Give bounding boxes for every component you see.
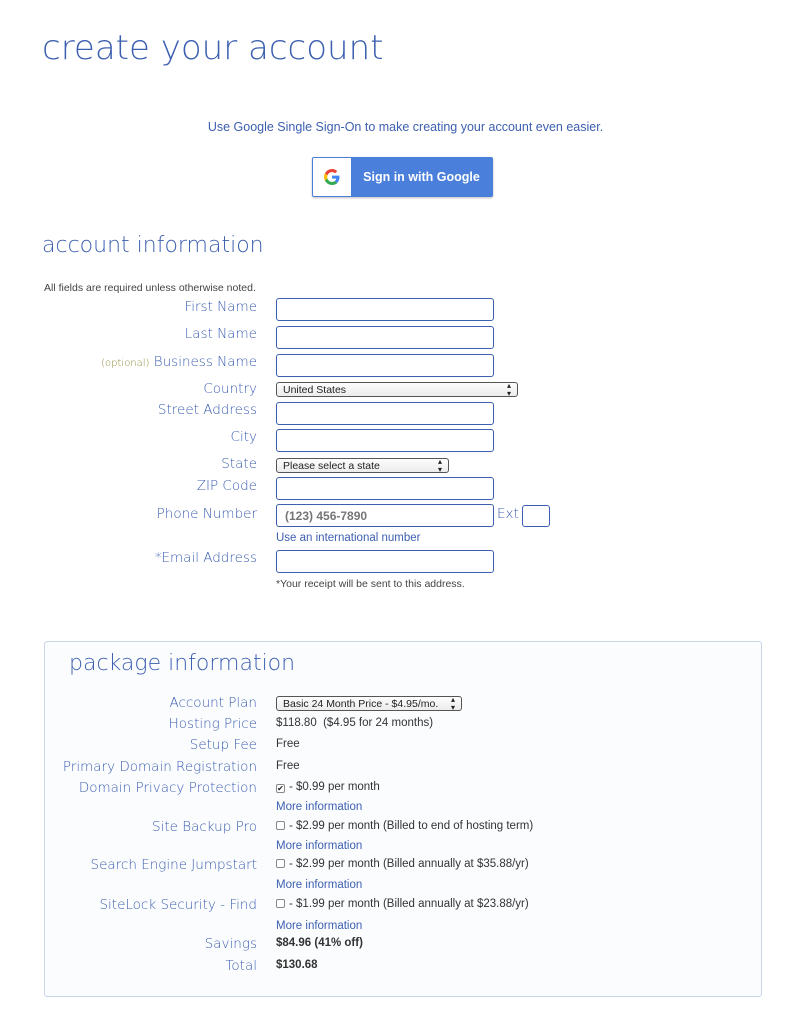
- search-engine-value: - $2.99 per month (Billed annually at $35.88/yr): [289, 858, 529, 870]
- site-backup-value: - $2.99 per month (Billed to end of hosting term): [289, 820, 534, 832]
- sitelock-label: SiteLock Security - Find: [99, 897, 257, 913]
- google-g-icon: [313, 158, 351, 196]
- checkmark-icon: ✔: [277, 784, 284, 793]
- setup-fee-value: Free: [276, 738, 300, 750]
- google-button-label: Sign in with Google: [363, 170, 480, 184]
- phone-ext-input[interactable]: [522, 505, 550, 527]
- sitelock-row: [276, 898, 529, 910]
- updown-arrow-icon: ▴ ▾: [437, 456, 442, 474]
- zip-code-input[interactable]: [276, 477, 494, 500]
- phone-number-input[interactable]: [276, 504, 494, 527]
- domain-privacy-more-info[interactable]: More information: [276, 801, 363, 813]
- zip-code-label: ZIP Code: [196, 478, 257, 494]
- email-address-label: *Email Address: [154, 550, 257, 566]
- account-plan-value: Basic 24 Month Price - $4.95/mo.: [283, 697, 439, 710]
- domain-privacy-checkbox[interactable]: [276, 784, 285, 793]
- hosting-price-label: Hosting Price: [168, 716, 257, 732]
- required-note: All fields are required unless otherwise noted.: [44, 282, 256, 294]
- total-label: Total: [225, 958, 257, 974]
- street-address-input[interactable]: [276, 402, 494, 425]
- first-name-label: First Name: [184, 299, 257, 315]
- business-name-input[interactable]: [276, 354, 494, 377]
- account-plan-select[interactable]: [276, 696, 462, 711]
- savings-label: Savings: [204, 936, 257, 952]
- last-name-input[interactable]: [276, 326, 494, 349]
- package-heading: package information: [69, 651, 296, 676]
- setup-fee-label: Setup Fee: [189, 737, 257, 753]
- account-heading: account information: [42, 233, 264, 258]
- site-backup-more-info[interactable]: More information: [276, 840, 363, 852]
- business-name-label-group: [101, 354, 257, 370]
- search-engine-checkbox[interactable]: [276, 859, 285, 868]
- sitelock-value: - $1.99 per month (Billed annually at $23.88/yr): [289, 898, 529, 910]
- search-engine-label: Search Engine Jumpstart: [90, 857, 257, 873]
- sso-prompt: Use Google Single Sign-On to make creating your account even easier.: [207, 120, 604, 134]
- domain-privacy-row: [276, 781, 380, 793]
- savings-value: $84.96 (41% off): [276, 937, 363, 949]
- page-title: create your account: [42, 28, 384, 68]
- search-engine-row: [276, 858, 529, 870]
- site-backup-row: [276, 820, 533, 832]
- state-label: State: [221, 456, 257, 472]
- sitelock-more-info[interactable]: More information: [276, 920, 363, 932]
- domain-privacy-label: Domain Privacy Protection: [78, 780, 257, 796]
- street-address-label: Street Address: [157, 402, 257, 418]
- primary-domain-label: Primary Domain Registration: [62, 759, 257, 775]
- updown-arrow-icon: ▴ ▾: [506, 380, 511, 398]
- primary-domain-value: Free: [276, 760, 300, 772]
- country-value: United States: [283, 383, 347, 396]
- optional-tag: (optional): [101, 358, 150, 369]
- state-value: Please select a state: [283, 459, 380, 472]
- updown-arrow-icon: ▴ ▾: [450, 694, 455, 712]
- site-backup-label: Site Backup Pro: [152, 819, 257, 835]
- country-label: Country: [203, 381, 257, 397]
- sitelock-checkbox[interactable]: [276, 899, 285, 908]
- city-label: City: [230, 429, 257, 445]
- state-select[interactable]: [276, 458, 449, 473]
- ext-label: Ext: [497, 506, 519, 522]
- email-receipt-note: *Your receipt will be sent to this address.: [276, 578, 465, 590]
- international-number-link[interactable]: Use an international number: [276, 532, 421, 544]
- domain-privacy-value: - $0.99 per month: [289, 781, 380, 793]
- account-plan-label: Account Plan: [169, 695, 257, 711]
- business-name-label: Business Name: [153, 354, 257, 370]
- total-value: $130.68: [276, 959, 318, 971]
- last-name-label: Last Name: [184, 326, 257, 342]
- country-select[interactable]: [276, 382, 518, 397]
- search-engine-more-info[interactable]: More information: [276, 879, 363, 891]
- phone-number-label: Phone Number: [156, 506, 257, 522]
- first-name-input[interactable]: [276, 298, 494, 321]
- hosting-price-value: $118.80 ($4.95 for 24 months): [276, 717, 434, 729]
- google-sign-in-button[interactable]: [312, 157, 493, 197]
- email-address-input[interactable]: [276, 550, 494, 573]
- city-input[interactable]: [276, 429, 494, 452]
- site-backup-checkbox[interactable]: [276, 821, 285, 830]
